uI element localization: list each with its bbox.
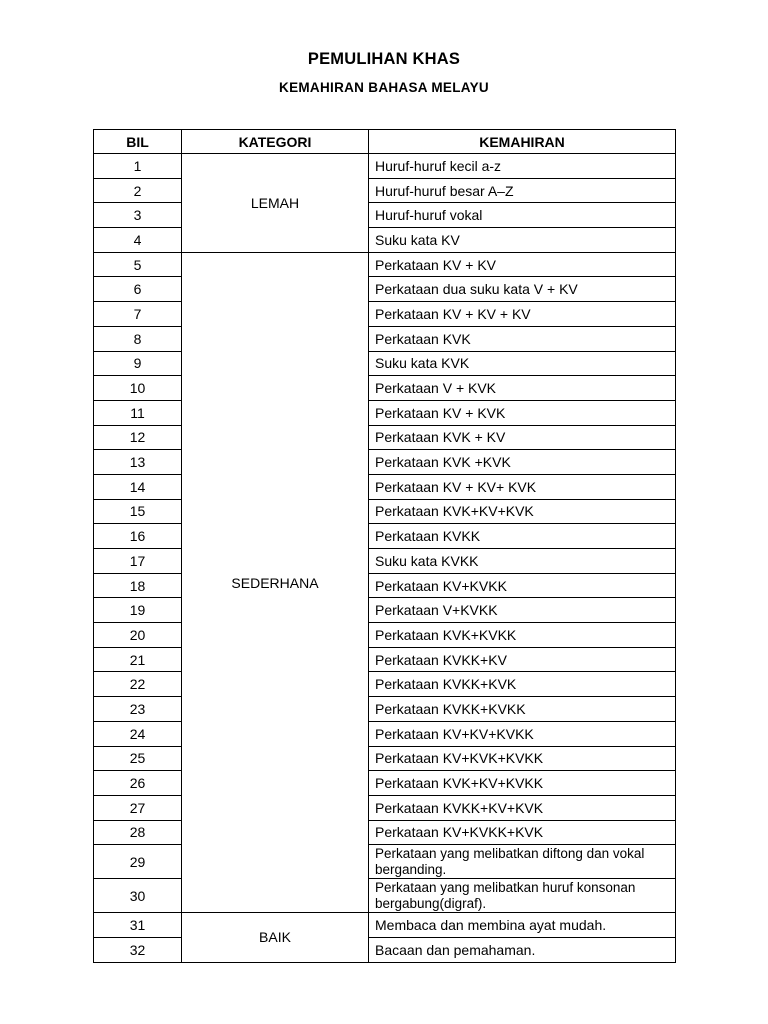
row-bil: 30 [94, 879, 182, 913]
row-kemahiran: Perkataan KVKK+KVKK [369, 697, 676, 722]
table-row [94, 302, 676, 327]
document-title: PEMULIHAN KHAS [307, 50, 461, 68]
row-kemahiran: Perkataan KV + KV [369, 252, 676, 277]
skills-table [93, 129, 676, 963]
row-kemahiran: Perkataan KVKK [369, 524, 676, 549]
table-row [94, 937, 676, 962]
row-bil: 5 [94, 252, 182, 277]
row-kemahiran: Perkataan KVKK+KV+KVK [369, 795, 676, 820]
category-cell: LEMAH [182, 154, 369, 253]
row-bil: 7 [94, 302, 182, 327]
row-bil: 24 [94, 721, 182, 746]
row-kemahiran: Huruf-huruf vokal [369, 203, 676, 228]
row-kemahiran: Perkataan KVKK+KV [369, 647, 676, 672]
row-kemahiran: Suku kata KVKK [369, 549, 676, 574]
row-kemahiran: Perkataan KVK [369, 326, 676, 351]
row-kemahiran: Perkataan KVK + KV [369, 425, 676, 450]
table-row [94, 376, 676, 401]
row-bil: 9 [94, 351, 182, 376]
row-kemahiran: Huruf-huruf besar A–Z [369, 178, 676, 203]
row-bil: 15 [94, 499, 182, 524]
table-row [94, 771, 676, 796]
row-bil: 23 [94, 697, 182, 722]
table-row [94, 277, 676, 302]
row-bil: 10 [94, 376, 182, 401]
row-bil: 25 [94, 746, 182, 771]
table-row [94, 598, 676, 623]
table-row [94, 549, 676, 574]
table-row [94, 845, 676, 879]
row-kemahiran: Perkataan KVKK+KVK [369, 672, 676, 697]
row-bil: 4 [94, 228, 182, 253]
table-row [94, 524, 676, 549]
table-row [94, 178, 676, 203]
row-bil: 2 [94, 178, 182, 203]
row-kemahiran: Perkataan KVK +KVK [369, 450, 676, 475]
row-bil: 22 [94, 672, 182, 697]
row-bil: 32 [94, 937, 182, 962]
row-bil: 6 [94, 277, 182, 302]
table-row [94, 228, 676, 253]
row-kemahiran: Suku kata KVK [369, 351, 676, 376]
row-kemahiran: Perkataan KV+KVK+KVKK [369, 746, 676, 771]
category-cell: SEDERHANA [182, 252, 369, 913]
row-kemahiran: Perkataan yang melibatkan diftong dan vokal berganding. [369, 845, 676, 879]
row-kemahiran: Perkataan KVK+KV+KVK [369, 499, 676, 524]
table-row [94, 499, 676, 524]
row-kemahiran: Perkataan V + KVK [369, 376, 676, 401]
table-row [94, 721, 676, 746]
row-bil: 8 [94, 326, 182, 351]
header-bil: BIL [94, 130, 182, 154]
table-row [94, 400, 676, 425]
row-bil: 11 [94, 400, 182, 425]
row-kemahiran: Perkataan KVK+KVKK [369, 623, 676, 648]
row-bil: 29 [94, 845, 182, 879]
row-bil: 1 [94, 154, 182, 179]
row-kemahiran: Perkataan V+KVKK [369, 598, 676, 623]
table-row [94, 820, 676, 845]
row-bil: 14 [94, 474, 182, 499]
row-kemahiran: Perkataan dua suku kata V + KV [369, 277, 676, 302]
table-row [94, 795, 676, 820]
row-bil: 13 [94, 450, 182, 475]
table-row [94, 351, 676, 376]
row-kemahiran: Perkataan yang melibatkan huruf konsonan bergabung(digraf). [369, 879, 676, 913]
category-cell: BAIK [182, 913, 369, 962]
table-row [94, 573, 676, 598]
row-kemahiran: Perkataan KVK+KV+KVKK [369, 771, 676, 796]
row-bil: 20 [94, 623, 182, 648]
row-bil: 31 [94, 913, 182, 938]
table-row [94, 697, 676, 722]
table-row [94, 154, 676, 179]
table-row [94, 672, 676, 697]
row-bil: 27 [94, 795, 182, 820]
row-kemahiran: Perkataan KV+KVKK+KVK [369, 820, 676, 845]
row-bil: 28 [94, 820, 182, 845]
row-kemahiran: Perkataan KV+KV+KVKK [369, 721, 676, 746]
table-row [94, 913, 676, 938]
row-kemahiran: Suku kata KV [369, 228, 676, 253]
document-subtitle: KEMAHIRAN BAHASA MELAYU [279, 80, 489, 95]
table-row [94, 474, 676, 499]
row-kemahiran: Bacaan dan pemahaman. [369, 937, 676, 962]
row-bil: 18 [94, 573, 182, 598]
row-bil: 19 [94, 598, 182, 623]
row-kemahiran: Huruf-huruf kecil a-z [369, 154, 676, 179]
row-bil: 17 [94, 549, 182, 574]
table-body [94, 154, 676, 963]
row-kemahiran: Membaca dan membina ayat mudah. [369, 913, 676, 938]
row-kemahiran: Perkataan KV + KVK [369, 400, 676, 425]
table-row [94, 647, 676, 672]
header-kemahiran: KEMAHIRAN [369, 130, 676, 154]
row-bil: 21 [94, 647, 182, 672]
table-row [94, 623, 676, 648]
row-kemahiran: Perkataan KV + KV + KV [369, 302, 676, 327]
table-row [94, 326, 676, 351]
header-kategori: KATEGORI [182, 130, 369, 154]
table-row [94, 252, 676, 277]
row-bil: 26 [94, 771, 182, 796]
table-row [94, 425, 676, 450]
row-kemahiran: Perkataan KV + KV+ KVK [369, 474, 676, 499]
row-bil: 3 [94, 203, 182, 228]
row-bil: 12 [94, 425, 182, 450]
table-row [94, 450, 676, 475]
row-kemahiran: Perkataan KV+KVKK [369, 573, 676, 598]
row-bil: 16 [94, 524, 182, 549]
table-row [94, 746, 676, 771]
table-header-row [94, 130, 676, 154]
table-row [94, 203, 676, 228]
table-row [94, 879, 676, 913]
